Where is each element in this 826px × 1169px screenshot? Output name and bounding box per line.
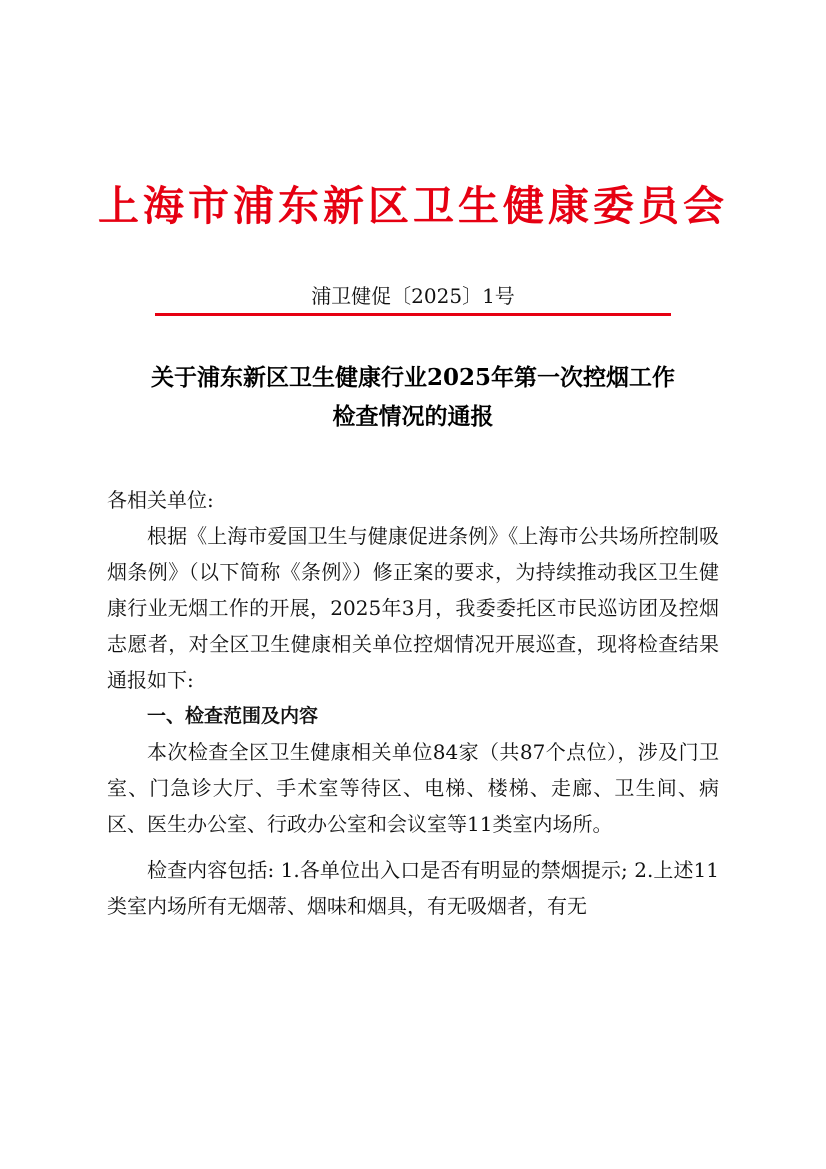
document-body	[107, 482, 719, 924]
section-heading-scope: 一、检查范围及内容	[147, 705, 319, 727]
paragraph-content: 检查内容包括: 1.各单位出入口是否有明显的禁烟提示; 2.上述11类室内场所有无烟蒂、烟味和烟具，有无吸烟者，有无	[107, 858, 719, 918]
document-number: 浦卫健促〔2025〕1号	[311, 284, 515, 308]
paragraph-intro: 根据《上海市爱国卫生与健康促进条例》《上海市公共场所控制吸烟条例》（以下简称《条例》）修正案的要求，为持续推动我区卫生健康行业无烟工作的开展，2025年3月，我委委托区市民巡访团及控烟志愿者，对全区卫生健康相关单位控烟情况开展巡查，现将检查结果通报如下:	[107, 524, 719, 692]
title-line-2: 检查情况的通报	[332, 403, 494, 430]
paragraph-scope: 本次检查全区卫生健康相关单位84家（共87个点位），涉及门卫室、门急诊大厅、手术室等待区、电梯、楼梯、走廊、卫生间、病区、医生办公室、行政办公室和会议室等11类室内场所。	[107, 740, 719, 836]
title-line-1: 关于浦东新区卫生健康行业2025年第一次控烟工作	[150, 364, 675, 391]
document-title	[0, 358, 826, 436]
salutation: 各相关单位:	[107, 488, 214, 512]
red-divider-line	[155, 313, 671, 316]
organization-header: 上海市浦东新区卫生健康委员会	[98, 182, 728, 230]
